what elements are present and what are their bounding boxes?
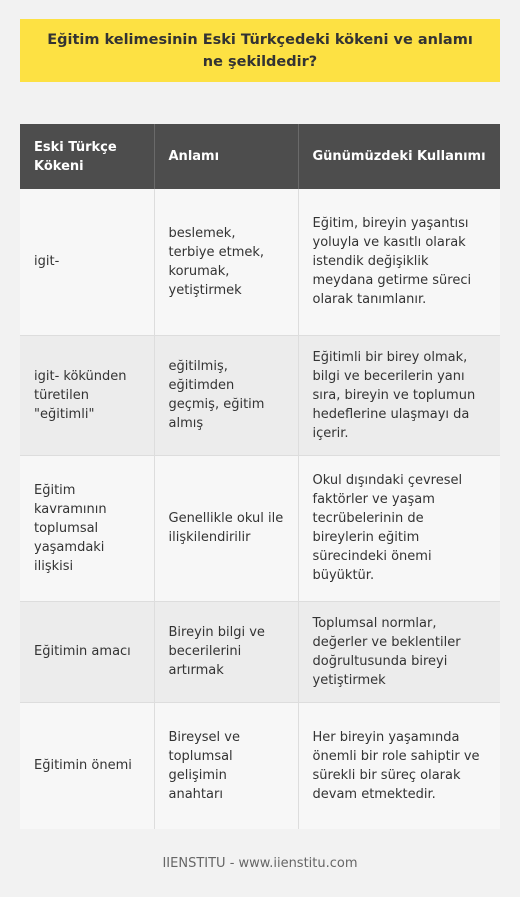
cell-origin: Eğitimin önemi (34, 758, 132, 774)
cell-meaning: beslemek, terbiye etmek, korumak, yetiştirmek (154, 189, 298, 335)
table-header-row (20, 124, 500, 189)
cell-origin: igit- (34, 254, 60, 270)
cell-meaning: Genellikle okul ile ilişkilendirilir (154, 455, 298, 601)
cell-usage: Eğitimli bir birey olmak, bilgi ve becerilerin yanı sıra, bireyin ve toplumun hedeflerine ulaşmayı da içerir. (298, 335, 500, 455)
page-title: Eğitim kelimesinin Eski Türkçedeki kökeni ve anlamı ne şekildedir? (47, 31, 473, 70)
header-meaning: Anlamı (154, 124, 298, 189)
cell-usage: Her bireyin yaşamında önemli bir role sahiptir ve sürekli bir süreç olarak devam etmektedir. (298, 702, 500, 829)
table-row (20, 455, 500, 601)
table-row (20, 601, 500, 702)
cell-origin: igit- kökünden türetilen "eğitimli" (34, 368, 127, 422)
table-row (20, 702, 500, 829)
cell-usage: Eğitim, bireyin yaşantısı yoluyla ve kasıtlı olarak istendik değişiklik meydana getirme süreci olarak tanımlanır. (298, 189, 500, 335)
cell-usage: Toplumsal normlar, değerler ve beklentiler doğrultusunda bireyi yetiştirmek (298, 601, 500, 702)
cell-meaning: Bireysel ve toplumsal gelişimin anahtarı (154, 702, 298, 829)
etymology-table (20, 124, 500, 829)
cell-origin: Eğitimin amacı (34, 644, 131, 659)
footer-credit: IIENSTITU - www.iienstitu.com (162, 856, 358, 871)
header-current-usage: Günümüzdeki Kullanımı (298, 124, 500, 189)
table-row (20, 189, 500, 335)
cell-origin: Eğitim kavramının toplumsal yaşamdaki ilişkisi (34, 482, 107, 574)
title-banner (20, 19, 500, 82)
cell-usage: Okul dışındaki çevresel faktörler ve yaşam tecrübelerinin de bireylerin eğitim sürecindeki önemi büyüktür. (298, 455, 500, 601)
cell-meaning: eğitilmiş, eğitimden geçmiş, eğitim almış (154, 335, 298, 455)
cell-meaning: Bireyin bilgi ve becerilerini artırmak (154, 601, 298, 702)
table-row (20, 335, 500, 455)
header-origin: Eski Türkçe Kökeni (34, 139, 117, 174)
